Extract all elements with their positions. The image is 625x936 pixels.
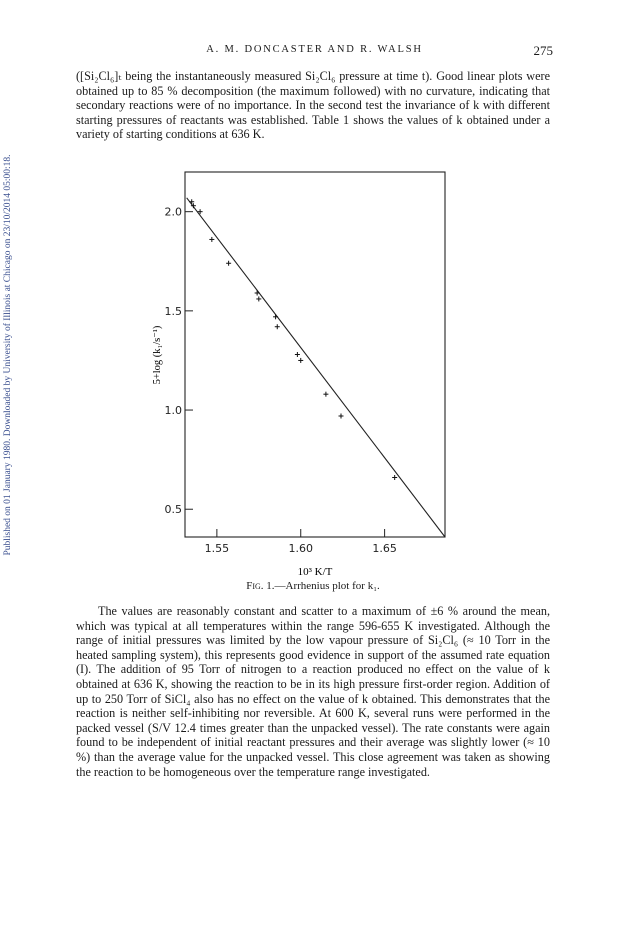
arrhenius-plot [150, 160, 470, 580]
y-tick-label: 0.5 [164, 503, 182, 517]
data-point [209, 237, 214, 242]
x-tick-label: 1.55 [204, 542, 230, 555]
download-watermark: Published on 01 January 1980. Downloaded by University of Illinois at Chicago on 23/10/2014 05:00:18. [3, 154, 13, 556]
y-tick-label: 2.0 [164, 205, 182, 219]
running-head-authors: A. M. DONCASTER AND R. WALSH [206, 44, 423, 55]
data-point [255, 291, 260, 296]
page-number: 275 [533, 43, 553, 58]
data-point [392, 475, 397, 480]
y-axis-label: 5+log (k₁/s⁻¹) [152, 325, 163, 385]
figure-caption-text: —Arrhenius plot for k₁. [274, 580, 380, 592]
axis-ticks [165, 206, 397, 555]
data-point [275, 324, 280, 329]
x-tick-label: 1.65 [372, 542, 397, 555]
data-point [339, 413, 344, 418]
data-point [323, 392, 328, 397]
figure-caption [76, 580, 550, 592]
data-point [273, 314, 278, 319]
data-point [298, 358, 303, 363]
running-head [76, 44, 553, 60]
plot-frame [185, 172, 445, 537]
fit-line [187, 198, 445, 537]
x-axis-label: 10³ K/T [297, 566, 333, 578]
paragraph-intro: ([Si₂Cl₆]ₜ being the instantaneously measured Si₂Cl₆ pressure at time t). Good linear plots were obtained up to 85 % decomposition (the maximum followed) with no curvature, indicating that secondary reactions were of no importance. In the second test the invariance of k with different starting pressures of reactants was established. Table 1 shows the values of k obtained under a variety of starting conditions at 636 K. [76, 69, 550, 142]
y-tick-label: 1.0 [164, 404, 182, 418]
data-point [226, 261, 231, 266]
data-point [256, 296, 261, 301]
y-tick-label: 1.5 [164, 304, 182, 318]
x-tick-label: 1.60 [288, 542, 313, 555]
arrhenius-figure [150, 160, 470, 580]
paragraph-discussion: The values are reasonably constant and scatter to a maximum of ±6 % around the mean, which was typical at all temperatures within the range 596-655 K investigated. Although the range of initial pressures was limited by the low vapour pressure of Si₂Cl₆ (≈ 10 Torr in the heated sampling system), this represents good evidence in support of the assumed rate equation (I). The addition of 95 Torr of nitrogen to a reaction produced no effect on the value of k obtained at 636 K, showing the reaction to be in its high pressure first-order region. Addition of up to 250 Torr of SiCl₄ also has no effect on the value of k obtained. This demonstrates that the reaction is neither self-inhibiting nor reversible. At 600 K, several runs were performed in the packed vessel (S/V 12.4 times greater than the unpacked vessel). The rate constants were again found to be independent of initial reactant pressures and their average was slightly lower (≈ 10 %) than the average value for the unpacked vessel. This close agreement was taken as showing the reaction to be homogeneous over the temperature range investigated. [76, 604, 550, 779]
data-point [295, 352, 300, 357]
figure-caption-number: Fig. 1. [246, 580, 275, 592]
